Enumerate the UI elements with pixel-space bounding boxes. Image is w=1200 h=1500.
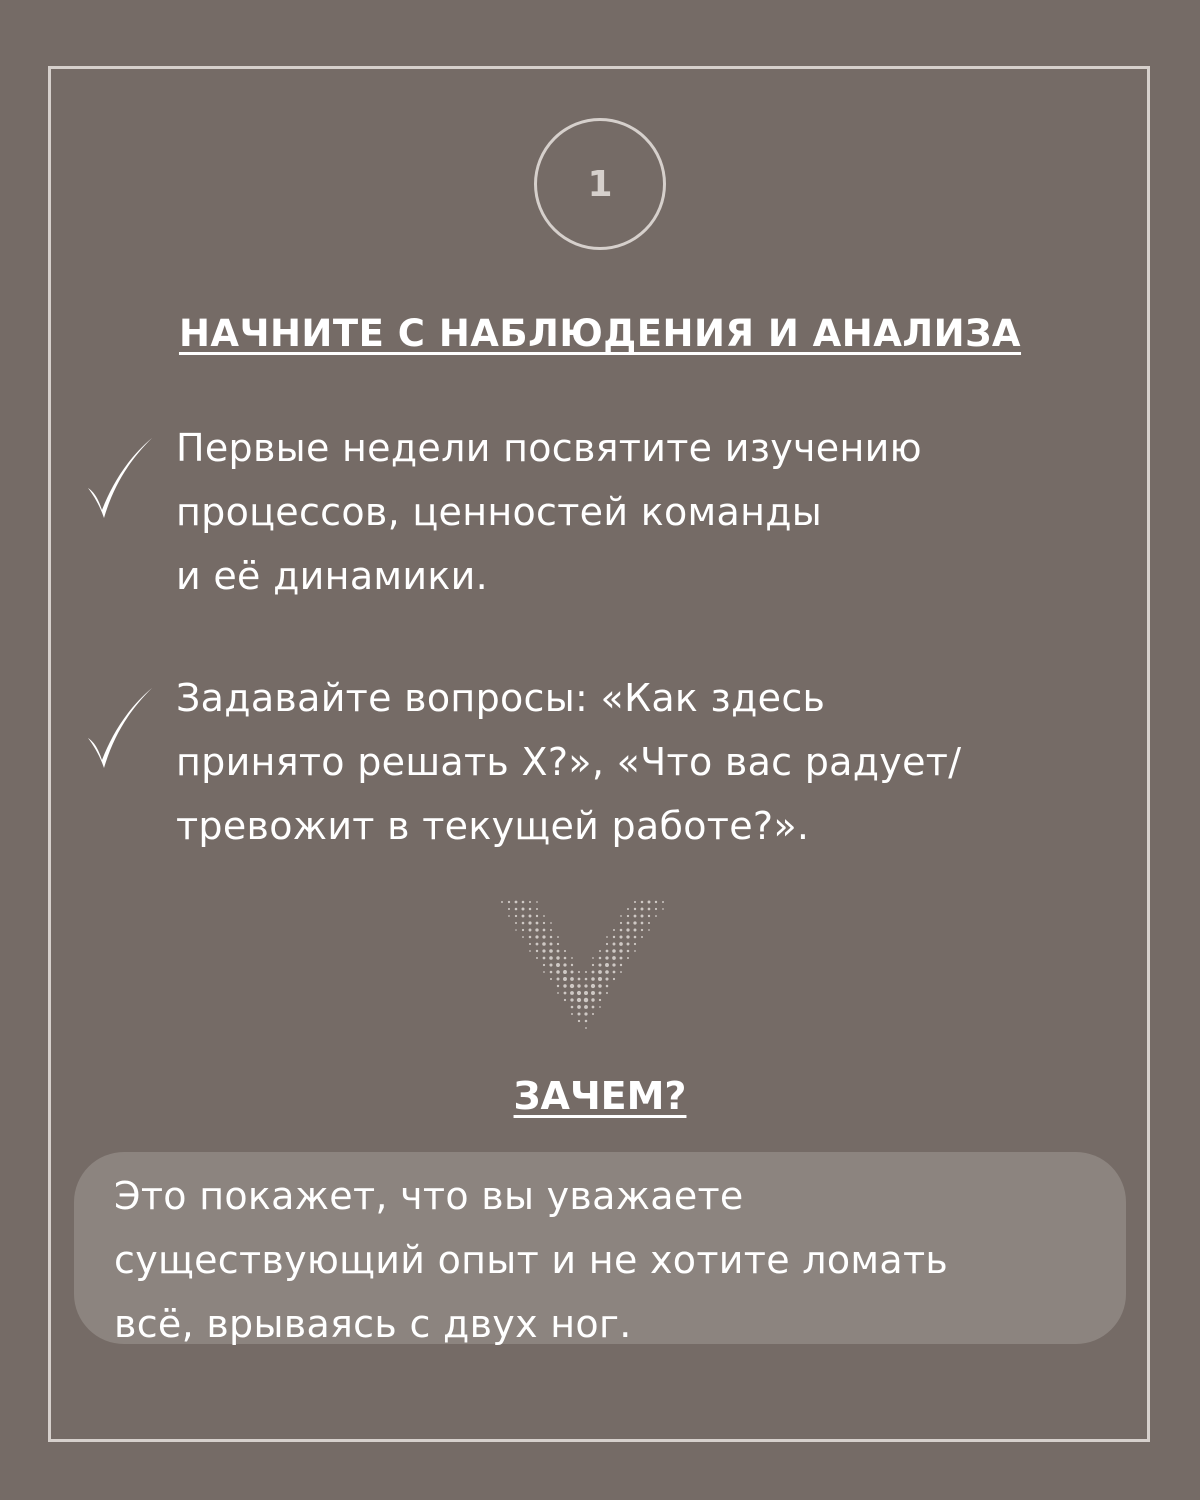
chevron-dot xyxy=(620,922,622,924)
chevron-dot xyxy=(634,950,636,952)
chevron-dot xyxy=(563,984,566,987)
chevron-dot xyxy=(515,922,517,924)
chevron-dot xyxy=(598,963,601,966)
chevron-dot xyxy=(529,915,532,918)
bullet-1-line-1: Первые недели посвятите изучению xyxy=(176,426,922,470)
chevron-dot xyxy=(606,985,609,988)
chevron-dot xyxy=(570,984,574,988)
chevron-dot xyxy=(543,971,545,973)
chevron-dot xyxy=(564,999,566,1001)
chevron-dot xyxy=(613,971,616,974)
why-heading xyxy=(0,1068,1200,1124)
chevron-dot xyxy=(627,908,629,910)
chevron-dot xyxy=(634,908,636,910)
chevron-dot xyxy=(584,984,587,987)
chevron-dot xyxy=(501,901,503,903)
chevron-dot xyxy=(584,1012,587,1015)
chevron-dot xyxy=(578,978,581,981)
chevron-dot xyxy=(550,978,552,980)
chevron-dot xyxy=(536,915,538,917)
chevron-dot xyxy=(557,943,559,945)
chevron-dot xyxy=(627,922,630,925)
chevron-dot xyxy=(577,984,580,987)
chevron-dot xyxy=(599,1006,601,1008)
chevron-dot xyxy=(585,978,588,981)
step-number: 1 xyxy=(587,163,613,205)
bullet-2-line-2: принято решать Х?», «Что вас радует/ xyxy=(176,740,962,784)
chevron-dot xyxy=(627,943,630,946)
answer-line-1: Это покажет, что вы уважаете xyxy=(114,1174,744,1218)
chevron-dot xyxy=(522,929,524,931)
chevron-dot xyxy=(543,957,546,960)
chevron-dot xyxy=(605,956,608,959)
chevron-dot xyxy=(620,915,622,917)
chevron-dot xyxy=(619,935,622,938)
bullet-text-1 xyxy=(176,416,1026,608)
chevron-dot xyxy=(612,963,615,966)
chevron-dot xyxy=(599,999,601,1001)
answer-line-2: существующий опыт и не хотите ломать xyxy=(114,1238,949,1282)
chevron-dot xyxy=(563,963,566,966)
chevron-dot xyxy=(648,922,650,924)
chevron-dot xyxy=(605,977,608,980)
chevron-dot xyxy=(648,915,650,917)
chevron-dot xyxy=(557,936,559,938)
chevron-dot xyxy=(550,936,553,939)
chevron-dot xyxy=(613,943,616,946)
chevron-dot xyxy=(542,942,546,946)
chevron-dot xyxy=(556,956,559,959)
chevron-dot xyxy=(641,901,644,904)
chevron-dot xyxy=(612,956,616,960)
chevron-dot xyxy=(522,915,525,918)
chevron-dot xyxy=(606,943,608,945)
chevron-dot xyxy=(571,971,574,974)
chevron-dot xyxy=(641,936,643,938)
chevron-dot xyxy=(641,915,644,918)
chevron-dot xyxy=(648,908,651,911)
chevron-dot xyxy=(549,942,552,945)
chevron-dot xyxy=(564,950,566,952)
checkmark-icon xyxy=(84,436,156,522)
chevron-dot xyxy=(598,977,602,981)
chevron-dot xyxy=(570,991,574,995)
chevron-dot xyxy=(536,957,538,959)
chevron-dot xyxy=(612,949,616,953)
chevron-dot xyxy=(570,977,574,981)
chevron-dot xyxy=(529,908,532,911)
bullet-1-line-2: процессов, ценностей команды xyxy=(176,490,823,534)
chevron-dot xyxy=(542,935,545,938)
chevron-dot xyxy=(550,971,553,974)
bullet-1-line-3: и её динамики. xyxy=(176,554,489,598)
chevron-dot xyxy=(528,921,531,924)
chevron-dot xyxy=(592,971,595,974)
chevron-dot xyxy=(598,970,602,974)
chevron-dot xyxy=(571,957,573,959)
chevron-dot xyxy=(543,964,545,966)
chevron-dot xyxy=(549,963,552,966)
why-heading-text: ЗАЧЕМ? xyxy=(513,1074,687,1118)
chevron-dot xyxy=(591,998,594,1001)
chevron-dot xyxy=(577,1005,581,1009)
chevron-dot xyxy=(571,964,573,966)
chevron-dot xyxy=(571,1006,574,1009)
chevron-dot xyxy=(577,991,581,995)
chevron-dot xyxy=(550,929,552,931)
chevron-dot xyxy=(606,992,608,994)
chevron-dot xyxy=(549,949,553,953)
chevron-dot xyxy=(564,992,567,995)
chevron-dot xyxy=(563,970,567,974)
chevron-dot xyxy=(599,992,602,995)
chevron-dot xyxy=(627,915,629,917)
chevron-dot xyxy=(550,922,552,924)
chevron-dot xyxy=(591,991,595,995)
chevron-dot xyxy=(529,901,531,903)
chevron-dot xyxy=(536,950,538,952)
chevron-dot xyxy=(613,929,615,931)
chevron-dot xyxy=(536,901,538,903)
chevron-dot xyxy=(508,908,510,910)
chevron-dot xyxy=(549,956,553,960)
answer-text xyxy=(114,1164,1086,1356)
chevron-dot xyxy=(522,936,524,938)
chevron-dot xyxy=(619,949,622,952)
chevron-dot xyxy=(613,978,615,980)
chevron-dot xyxy=(522,908,525,911)
chevron-dot xyxy=(508,901,510,903)
chevron-dot xyxy=(556,970,560,974)
chevron-dot xyxy=(536,908,538,910)
chevron-dot xyxy=(570,998,573,1001)
chevron-dot xyxy=(584,1005,588,1009)
chevron-dot xyxy=(605,963,609,967)
chevron-dot xyxy=(627,950,630,953)
bullet-2-line-1: Задавайте вопросы: «Как здесь xyxy=(176,676,826,720)
chevron-dot xyxy=(535,935,538,938)
chevron-dot xyxy=(508,915,510,917)
answer-line-3: всё, врываясь с двух ног. xyxy=(114,1302,632,1346)
chevron-dot xyxy=(535,928,538,931)
bullet-2-line-3: тревожит в текущей работе?». xyxy=(176,804,810,848)
chevron-dot xyxy=(599,950,601,952)
chevron-dot xyxy=(641,922,644,925)
chevron-dot xyxy=(522,922,525,925)
chevron-dot xyxy=(633,921,636,924)
chevron-dot xyxy=(634,915,637,918)
chevron-dot xyxy=(542,949,545,952)
chevron-dot xyxy=(529,929,532,932)
chevron-dot xyxy=(584,998,588,1002)
chevron-dot xyxy=(662,901,664,903)
chevron-dot xyxy=(641,908,644,911)
checkmark-icon xyxy=(84,686,156,772)
chevron-dot xyxy=(592,1006,595,1009)
chevron-dot xyxy=(613,936,615,938)
chevron-dot xyxy=(563,977,567,981)
chevron-dot xyxy=(619,942,623,946)
step-number-badge xyxy=(534,118,666,250)
chevron-dot xyxy=(585,971,587,973)
chevron-dot xyxy=(571,1013,573,1015)
chevron-dot xyxy=(585,1020,588,1023)
chevron-dot xyxy=(529,936,532,939)
chevron-dot xyxy=(543,922,545,924)
bullet-text-2 xyxy=(176,666,1026,858)
chevron-dot xyxy=(556,963,560,967)
chevron-dot xyxy=(641,929,643,931)
chevron-dot xyxy=(627,957,629,959)
chevron-dot xyxy=(529,950,531,952)
chevron-dot xyxy=(515,915,517,917)
chevron-dot xyxy=(620,929,623,932)
chevron-dot xyxy=(591,977,595,981)
chevron-dot xyxy=(655,901,657,903)
chevron-dot xyxy=(522,901,525,904)
chevron-dot xyxy=(585,1027,587,1029)
chevron-dot xyxy=(515,908,518,911)
chevron-dot xyxy=(536,922,539,925)
chevron-dot xyxy=(626,935,629,938)
chevron-dot xyxy=(620,964,622,966)
chevron-dot xyxy=(557,992,559,994)
chevron-dot xyxy=(591,984,595,988)
chevron-dot xyxy=(620,971,622,973)
chevron-dot xyxy=(564,957,567,960)
chevron-dot xyxy=(592,1013,594,1015)
chevron-dot xyxy=(592,964,594,966)
page-title xyxy=(0,306,1200,362)
chevron-dot xyxy=(578,1020,580,1022)
chevron-dot xyxy=(543,929,546,932)
chevron-dot xyxy=(577,1012,580,1015)
answer-box xyxy=(74,1152,1126,1344)
chevron-dot xyxy=(598,984,602,988)
chevron-dot xyxy=(655,908,657,910)
chevron-dot xyxy=(578,971,580,973)
chevron-dot xyxy=(605,970,609,974)
chevron-dot xyxy=(662,908,664,910)
chevron-dot xyxy=(634,929,637,932)
chevron-dot xyxy=(515,929,517,931)
chevron-dot xyxy=(634,943,636,945)
chevron-dot xyxy=(599,957,602,960)
chevron-dot xyxy=(557,985,559,987)
dotted-chevron-down-icon xyxy=(498,898,668,1038)
chevron-dot xyxy=(634,901,636,903)
chevron-dot xyxy=(626,928,629,931)
chevron-dot xyxy=(543,915,545,917)
chevron-dot xyxy=(529,943,531,945)
chevron-dot xyxy=(620,957,623,960)
page-title-text: НАЧНИТЕ С НАБЛЮДЕНИЯ И АНАЛИЗА xyxy=(178,312,1022,355)
chevron-dot xyxy=(577,998,581,1002)
chevron-dot xyxy=(648,929,650,931)
chevron-dot xyxy=(655,915,657,917)
chevron-dot xyxy=(584,991,588,995)
chevron-dot xyxy=(592,957,594,959)
chevron-dot xyxy=(557,978,560,981)
chevron-dot xyxy=(606,936,608,938)
chevron-dot xyxy=(606,950,609,953)
chevron-dot xyxy=(557,950,560,953)
chevron-dot xyxy=(648,901,651,904)
chevron-dot xyxy=(515,901,518,904)
chevron-dot xyxy=(634,936,637,939)
chevron-dot xyxy=(536,943,539,946)
